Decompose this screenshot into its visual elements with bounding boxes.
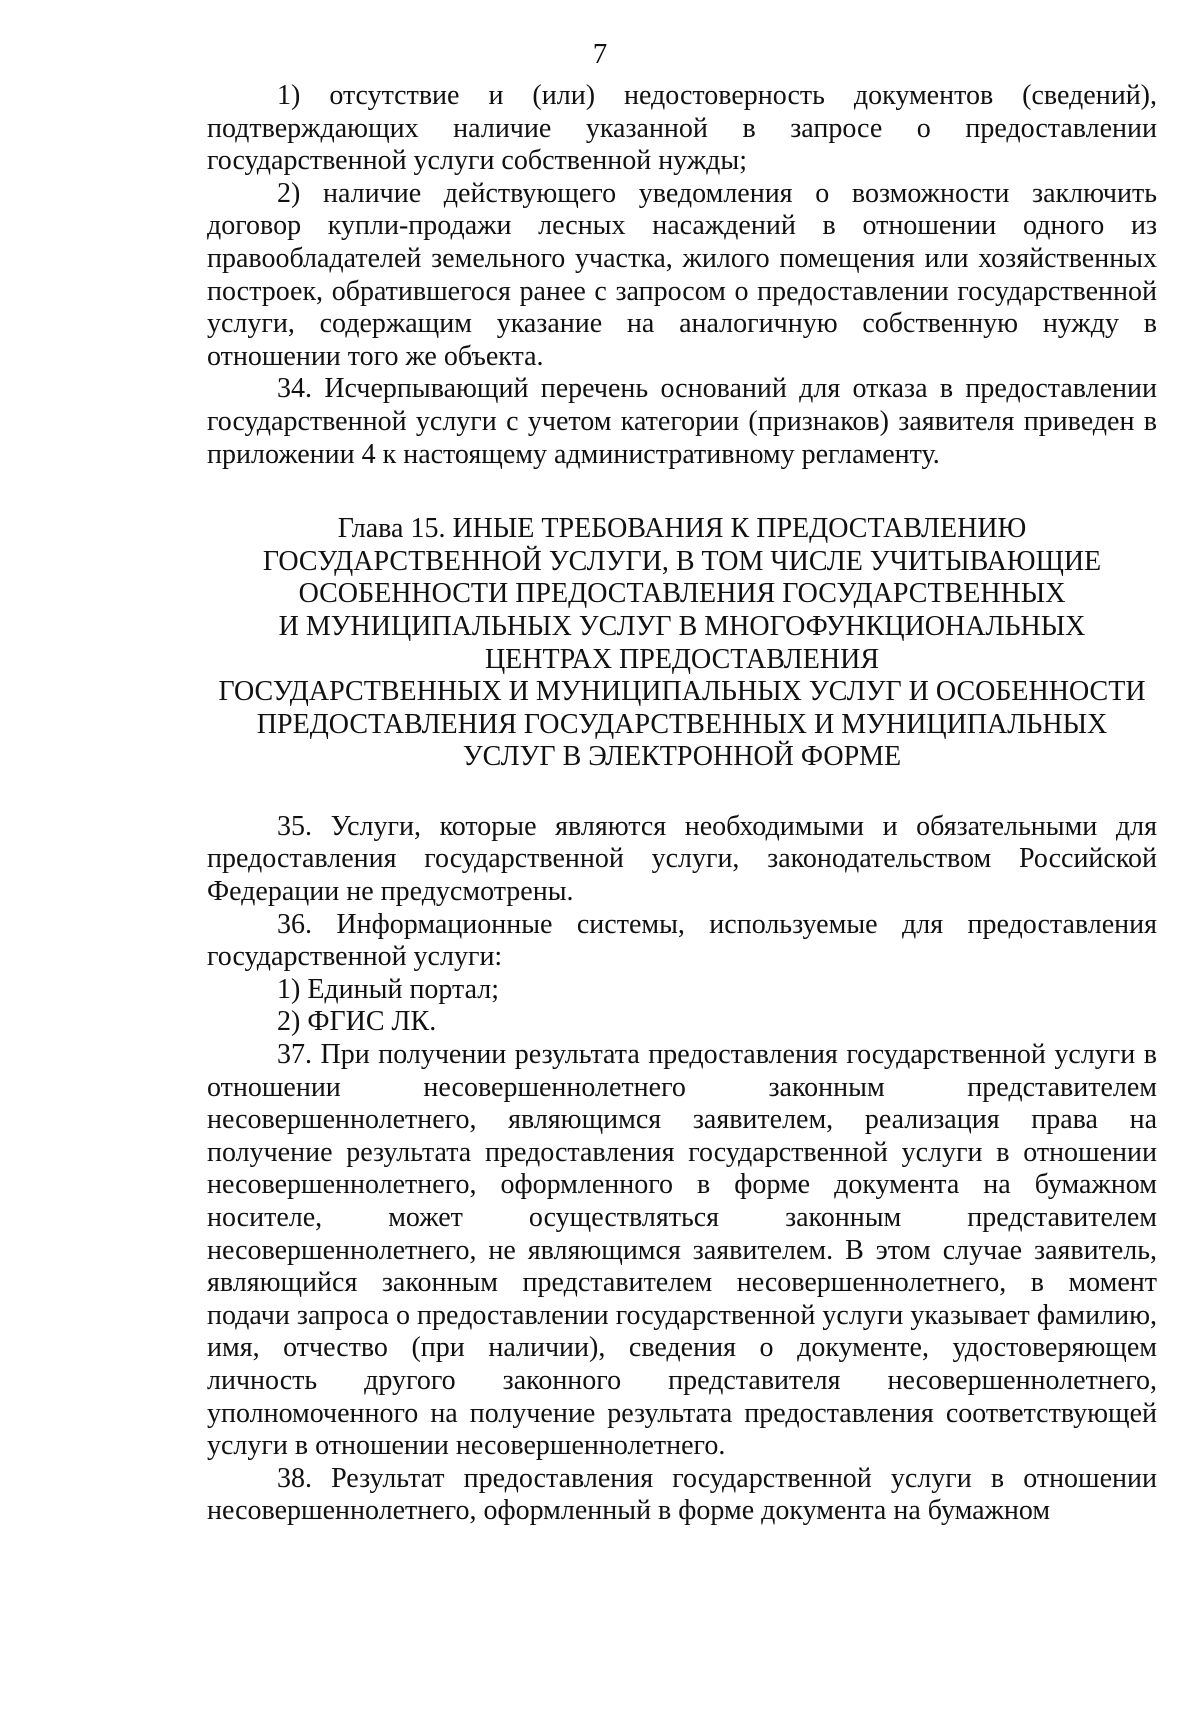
paragraph-37: 37. При получении результата предоставления государственной услуги в отношении несовершеннолетнего законным представителем несовершеннолетнего, являющимся заявителем, реализация права на получение результата предоставления государственной услуги в отношении несовершеннолетнего, оформленного в форме документа на бумажном носителе, может осуществляться законным представителем несовершеннолетнего, не являющимся заявителем. В этом случае заявитель, являющийся законным представителем несовершеннолетнего, в момент подачи запроса о предоставлении государственной услуги указывает фамилию, имя, отчество (при наличии), сведения о документе, удостоверяющем личность другого законного представителя несовершеннолетнего, уполномоченного на получение результата предоставления соответствующей услуги в отношении несовершеннолетнего. <box>207 1039 1157 1462</box>
chapter-15-heading <box>207 513 1157 774</box>
paragraph-36-item-2: 2) ФГИС ЛК. <box>277 1006 437 1038</box>
page-number: 7 <box>592 38 608 70</box>
paragraph-35: 35. Услуги, которые являются необходимыми и обязательными для предоставления государственной услуги, законодательством Российской Федерации не предусмотрены. <box>207 810 1157 908</box>
paragraph-34: 34. Исчерпывающий перечень оснований для отказа в предоставлении государственной услуги с учетом категории (признаков) заявителя приведен в приложении 4 к настоящему административному регламенту. <box>207 373 1157 470</box>
chapter-heading-line: И МУНИЦИПАЛЬНЫХ УСЛУГ В МНОГОФУНКЦИОНАЛЬНЫХ <box>278 610 1086 642</box>
paragraph-36: 36. Информационные системы, используемые для предоставления государственной услуги: <box>207 908 1157 973</box>
chapter-heading-line: ГОСУДАРСТВЕННЫХ И МУНИЦИПАЛЬНЫХ УСЛУГ И ОСОБЕННОСТИ <box>218 676 1146 708</box>
paragraph-item-1: 1) отсутствие и (или) недостоверность документов (сведений), подтверждающих наличие указанной в запросе о предоставлении государственной услуги собственной нужды; <box>207 80 1157 177</box>
paragraph-36-item-1: 1) Единый портал; <box>277 973 500 1005</box>
paragraph-item-2: 2) наличие действующего уведомления о возможности заключить договор купли-продажи лесных насаждений в отношении одного из правообладателей земельного участка, жилого помещения или хозяйственных построек, обратившегося ранее с запросом о предоставлении государственной услуги, содержащим указание на аналогичную собственную нужду в отношении того же объекта. <box>207 177 1157 372</box>
chapter-heading-line: ПРЕДОСТАВЛЕНИЯ ГОСУДАРСТВЕННЫХ И МУНИЦИПАЛЬНЫХ <box>256 708 1108 740</box>
chapter-heading-line: ГОСУДАРСТВЕННОЙ УСЛУГИ, В ТОМ ЧИСЛЕ УЧИТЫВАЮЩИЕ <box>262 545 1102 577</box>
chapter-heading-line: ОСОБЕННОСТИ ПРЕДОСТАВЛЕНИЯ ГОСУДАРСТВЕННЫХ <box>298 578 1066 610</box>
document-body <box>207 80 1157 1528</box>
chapter-heading-line: ЦЕНТРАХ ПРЕДОСТАВЛЕНИЯ <box>484 643 880 675</box>
chapter-heading-line: Глава 15. ИНЫЕ ТРЕБОВАНИЯ К ПРЕДОСТАВЛЕНИЮ <box>337 513 1027 545</box>
paragraph-38: 38. Результат предоставления государственной услуги в отношении несовершеннолетнего, оформленный в форме документа на бумажном <box>207 1462 1157 1527</box>
chapter-heading-line: УСЛУГ В ЭЛЕКТРОННОЙ ФОРМЕ <box>462 741 902 773</box>
